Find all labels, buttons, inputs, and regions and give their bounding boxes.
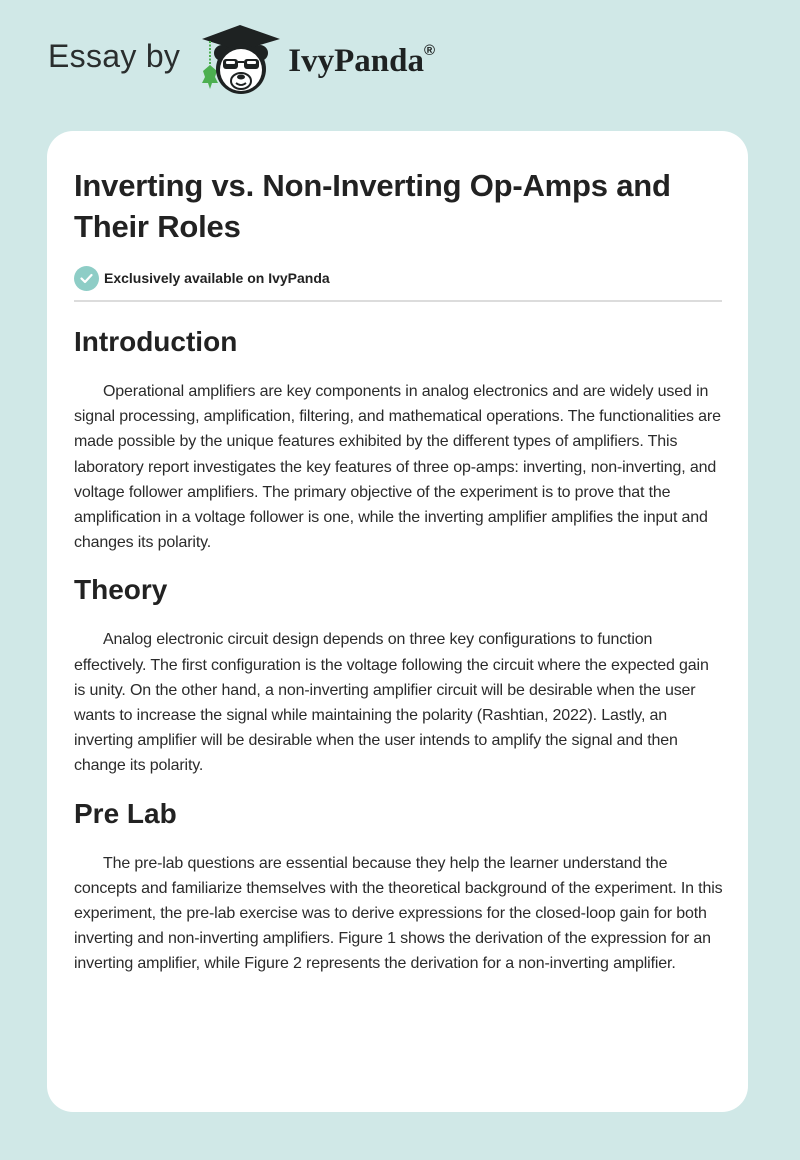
essay-by-label: Essay by — [48, 37, 181, 74]
section-heading-introduction: Introduction — [74, 326, 238, 357]
ivypanda-logo-link[interactable] — [198, 17, 435, 99]
site-header — [0, 0, 800, 130]
brand-name — [288, 42, 435, 80]
section-heading-theory: Theory — [74, 574, 168, 606]
essay-card — [47, 131, 748, 1112]
section-paragraph-introduction: Operational amplifiers are key components in analog electronics and are widely used in signal processing, amplification, filtering, and mathematical operations. The functionalities are made possible by the unique features exhibited by the different types of amplifiers. This laboratory report investigates the key features of three op-amps: inverting, non-inverting, and voltage follower amplifiers. The primary objective of the experiment is to prove that the amplification in a voltage follower is one, while the inverting amplifier amplifies the input and changes its polarity. — [74, 383, 721, 552]
brand-text: IvyPanda — [288, 43, 424, 79]
panda-graduation-cap-logo-icon — [198, 17, 282, 99]
exclusive-text: Exclusively available on IvyPanda — [104, 270, 330, 286]
title-divider — [74, 300, 722, 302]
essay-title: Inverting vs. Non-Inverting Op-Amps and Their Roles — [74, 168, 671, 244]
section-paragraph-theory: Analog electronic circuit design depends on three key configurations to function effectively. The first configuration is the voltage following the circuit where the expected gain is unity. On the other hand, a non-inverting amplifier circuit will be desirable when the user wants to increase the signal while maintaining the polarity (Rashtian, 2022). Lastly, an inverting amplifier will be desirable when the user intends to amplify the signal and then change its polarity. — [74, 631, 709, 775]
exclusive-badge — [74, 265, 722, 291]
check-circle-icon — [74, 266, 99, 291]
section-paragraph-pre-lab: The pre-lab questions are essential because they help the learner understand the concepts and familiarize themselves with the theoretical background of the experiment. In this experiment, the pre-lab exercise was to derive expressions for the closed-loop gain for both inverting and non-inverting amplifiers. Figure 1 shows the derivation of the expression for an inverting amplifier, while Figure 2 represents the derivation for a non-inverting amplifier. — [74, 854, 723, 973]
section-heading-pre-lab: Pre Lab — [74, 797, 177, 829]
registered-mark: ® — [423, 42, 436, 59]
